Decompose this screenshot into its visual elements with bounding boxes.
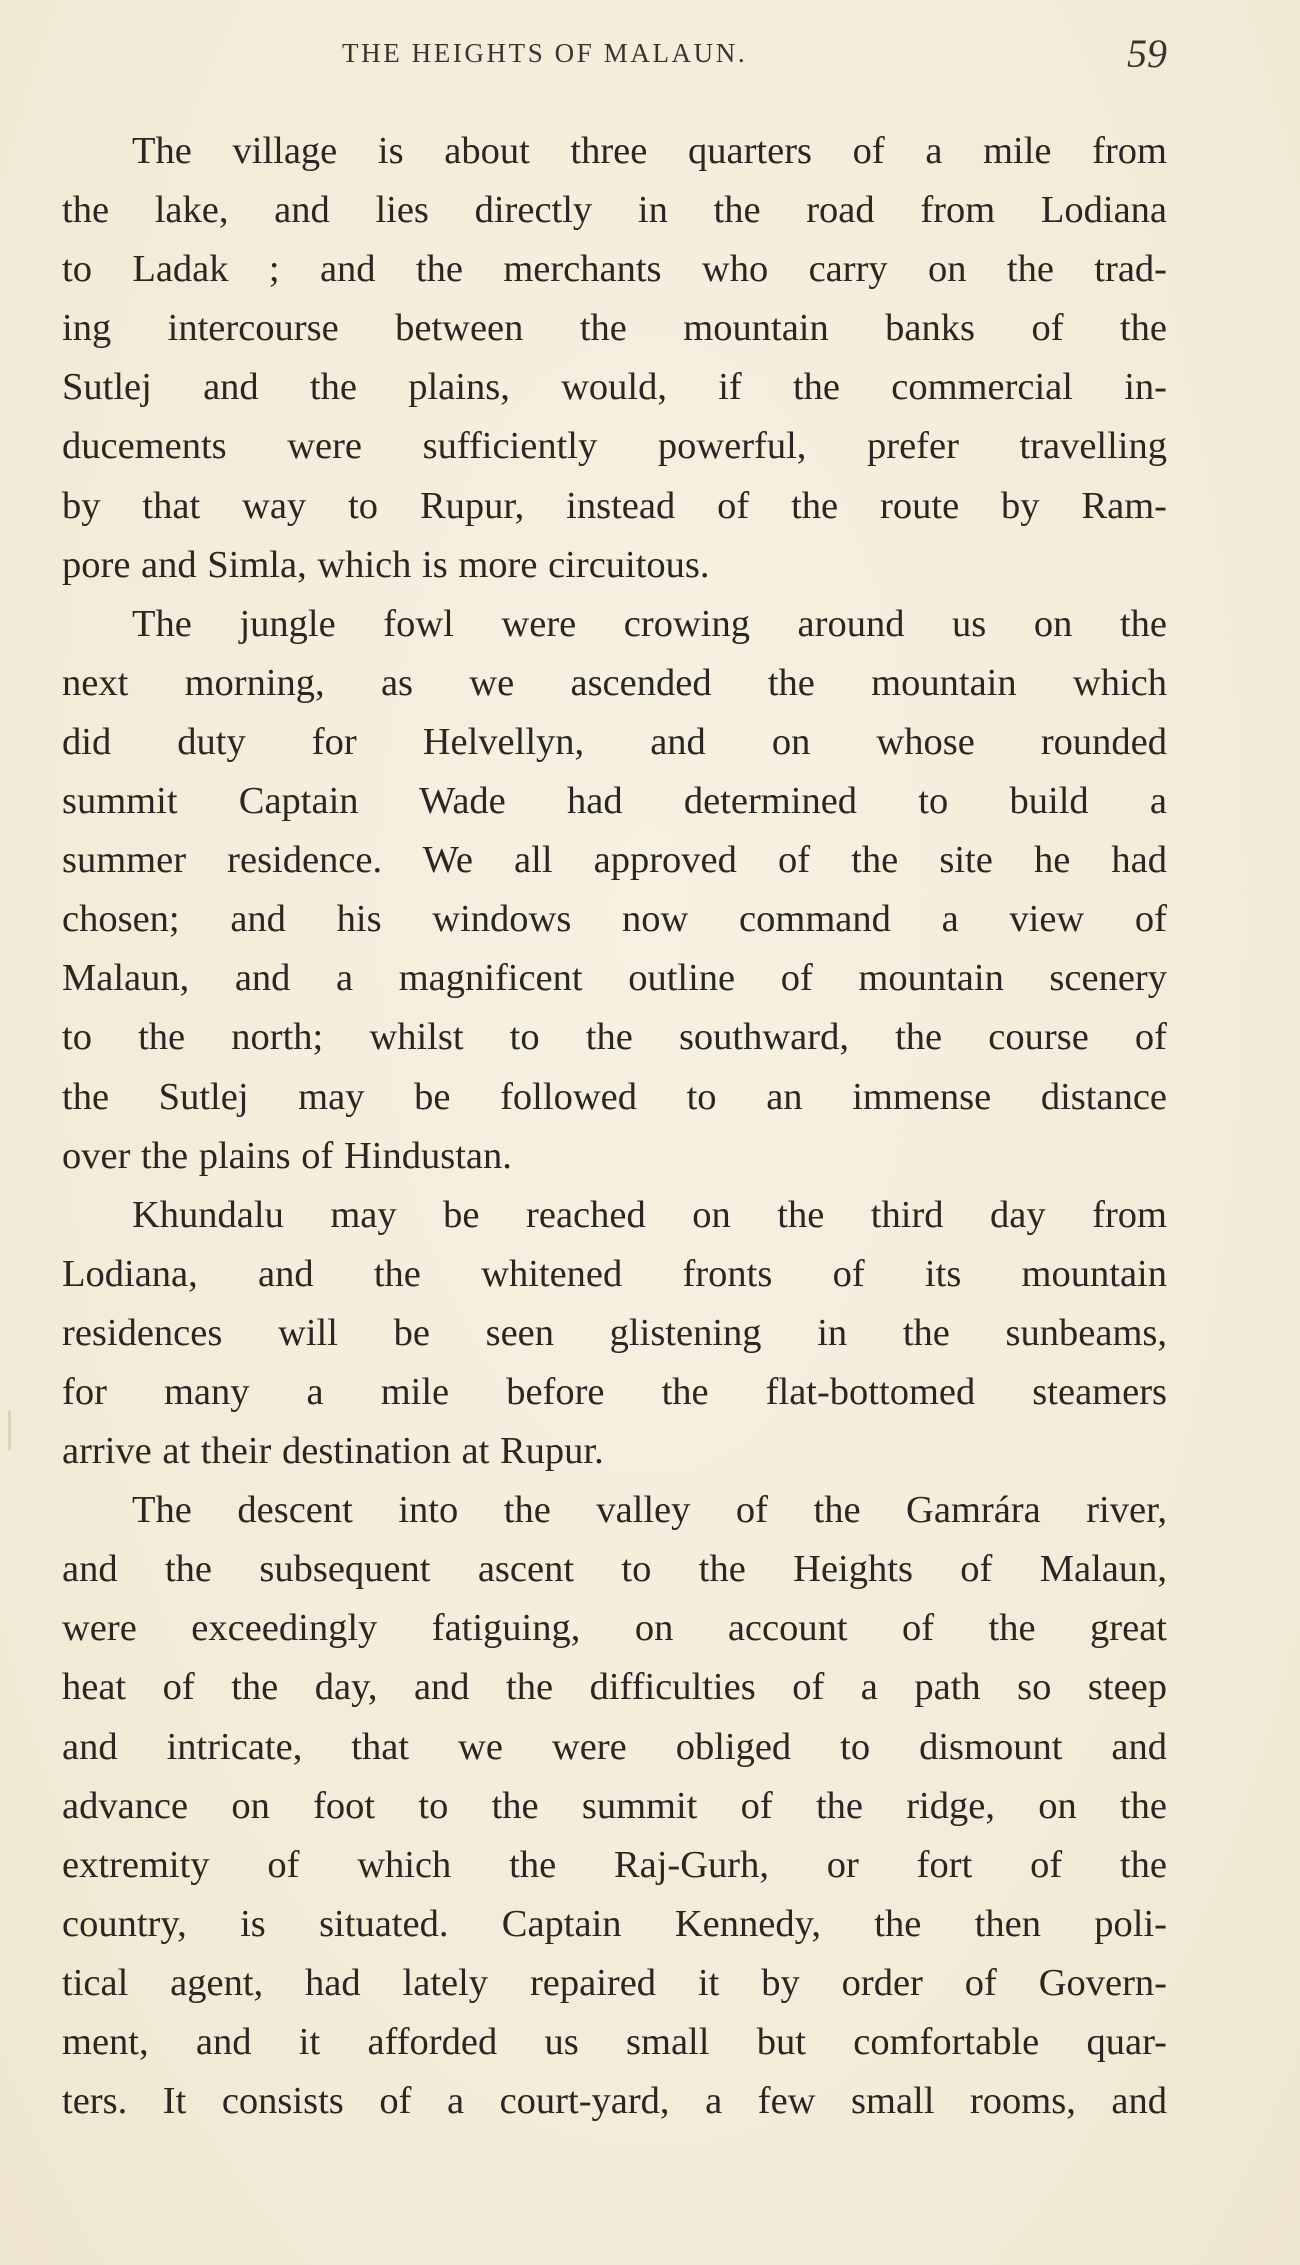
text-line: did duty for Helvellyn, and on whose rounded — [62, 720, 1167, 763]
paragraph — [62, 122, 1167, 595]
text-line: to the north; whilst to the southward, the course of — [62, 1016, 1167, 1059]
text-line: and the subsequent ascent to the Heights of Malaun, — [62, 1548, 1167, 1591]
text-line: ters. It consists of a court-yard, a few small rooms, and — [62, 2080, 1167, 2123]
text-line: by that way to Rupur, instead of the route by Ram- — [62, 484, 1167, 527]
text-line: ducements were sufficiently powerful, prefer travelling — [62, 425, 1167, 468]
text-line: were exceedingly fatiguing, on account of the great — [62, 1607, 1167, 1650]
text-line: and intricate, that we were obliged to dismount and — [62, 1725, 1167, 1768]
paragraph — [62, 595, 1167, 1186]
text-line: country, is situated. Captain Kennedy, the then poli- — [62, 1902, 1167, 1945]
page-number: 59 — [1127, 31, 1167, 76]
text-line: heat of the day, and the difficulties of a path so steep — [62, 1666, 1167, 1709]
text-line: Sutlej and the plains, would, if the commercial in- — [62, 366, 1167, 409]
text-line: The village is about three quarters of a mile from — [132, 130, 1167, 172]
text-line: pore and Simla, which is more circuitous. — [62, 543, 710, 586]
text-line: residences will be seen glistening in the sunbeams, — [62, 1311, 1167, 1354]
text-line: Khundalu may be reached on the third day from — [132, 1193, 1167, 1236]
running-head: THE HEIGHTS OF MALAUN. — [342, 38, 748, 68]
text-line: The jungle fowl were crowing around us on the — [132, 602, 1167, 645]
text-line: summit Captain Wade had determined to build a — [62, 780, 1167, 823]
text-line: over the plains of Hindustan. — [62, 1134, 512, 1177]
paragraph — [62, 1186, 1167, 1481]
text-line: The descent into the valley of the Gamrára river, — [132, 1489, 1167, 1532]
text-line: summer residence. We all approved of the site he had — [62, 839, 1167, 882]
text-line: advance on foot to the summit of the ridge, on the — [62, 1784, 1167, 1827]
text-line: for many a mile before the flat-bottomed steamers — [62, 1370, 1167, 1413]
text-line: chosen; and his windows now command a view of — [62, 898, 1167, 941]
text-line: arrive at their destination at Rupur. — [62, 1430, 604, 1473]
paragraph — [62, 1481, 1167, 2131]
text-line: the lake, and lies directly in the road from Lodiana — [62, 189, 1167, 232]
page-header — [62, 30, 1167, 90]
text-line: ing intercourse between the mountain banks of the — [62, 307, 1167, 350]
text-line: Lodiana, and the whitened fronts of its mountain — [62, 1252, 1167, 1295]
margin-mark — [8, 1410, 11, 1450]
text-line: next morning, as we ascended the mountain which — [62, 661, 1167, 704]
text-line: the Sutlej may be followed to an immense distance — [62, 1075, 1167, 1118]
text-line: extremity of which the Raj-Gurh, or fort of the — [62, 1843, 1167, 1886]
text-line: Malaun, and a magnificent outline of mountain scenery — [62, 957, 1167, 1000]
text-line: tical agent, had lately repaired it by order of Govern- — [62, 1961, 1167, 2004]
text-line: ment, and it afforded us small but comfortable quar- — [62, 2021, 1167, 2063]
body-text — [62, 122, 1167, 2131]
text-line: to Ladak ; and the merchants who carry on the trad- — [62, 248, 1167, 291]
